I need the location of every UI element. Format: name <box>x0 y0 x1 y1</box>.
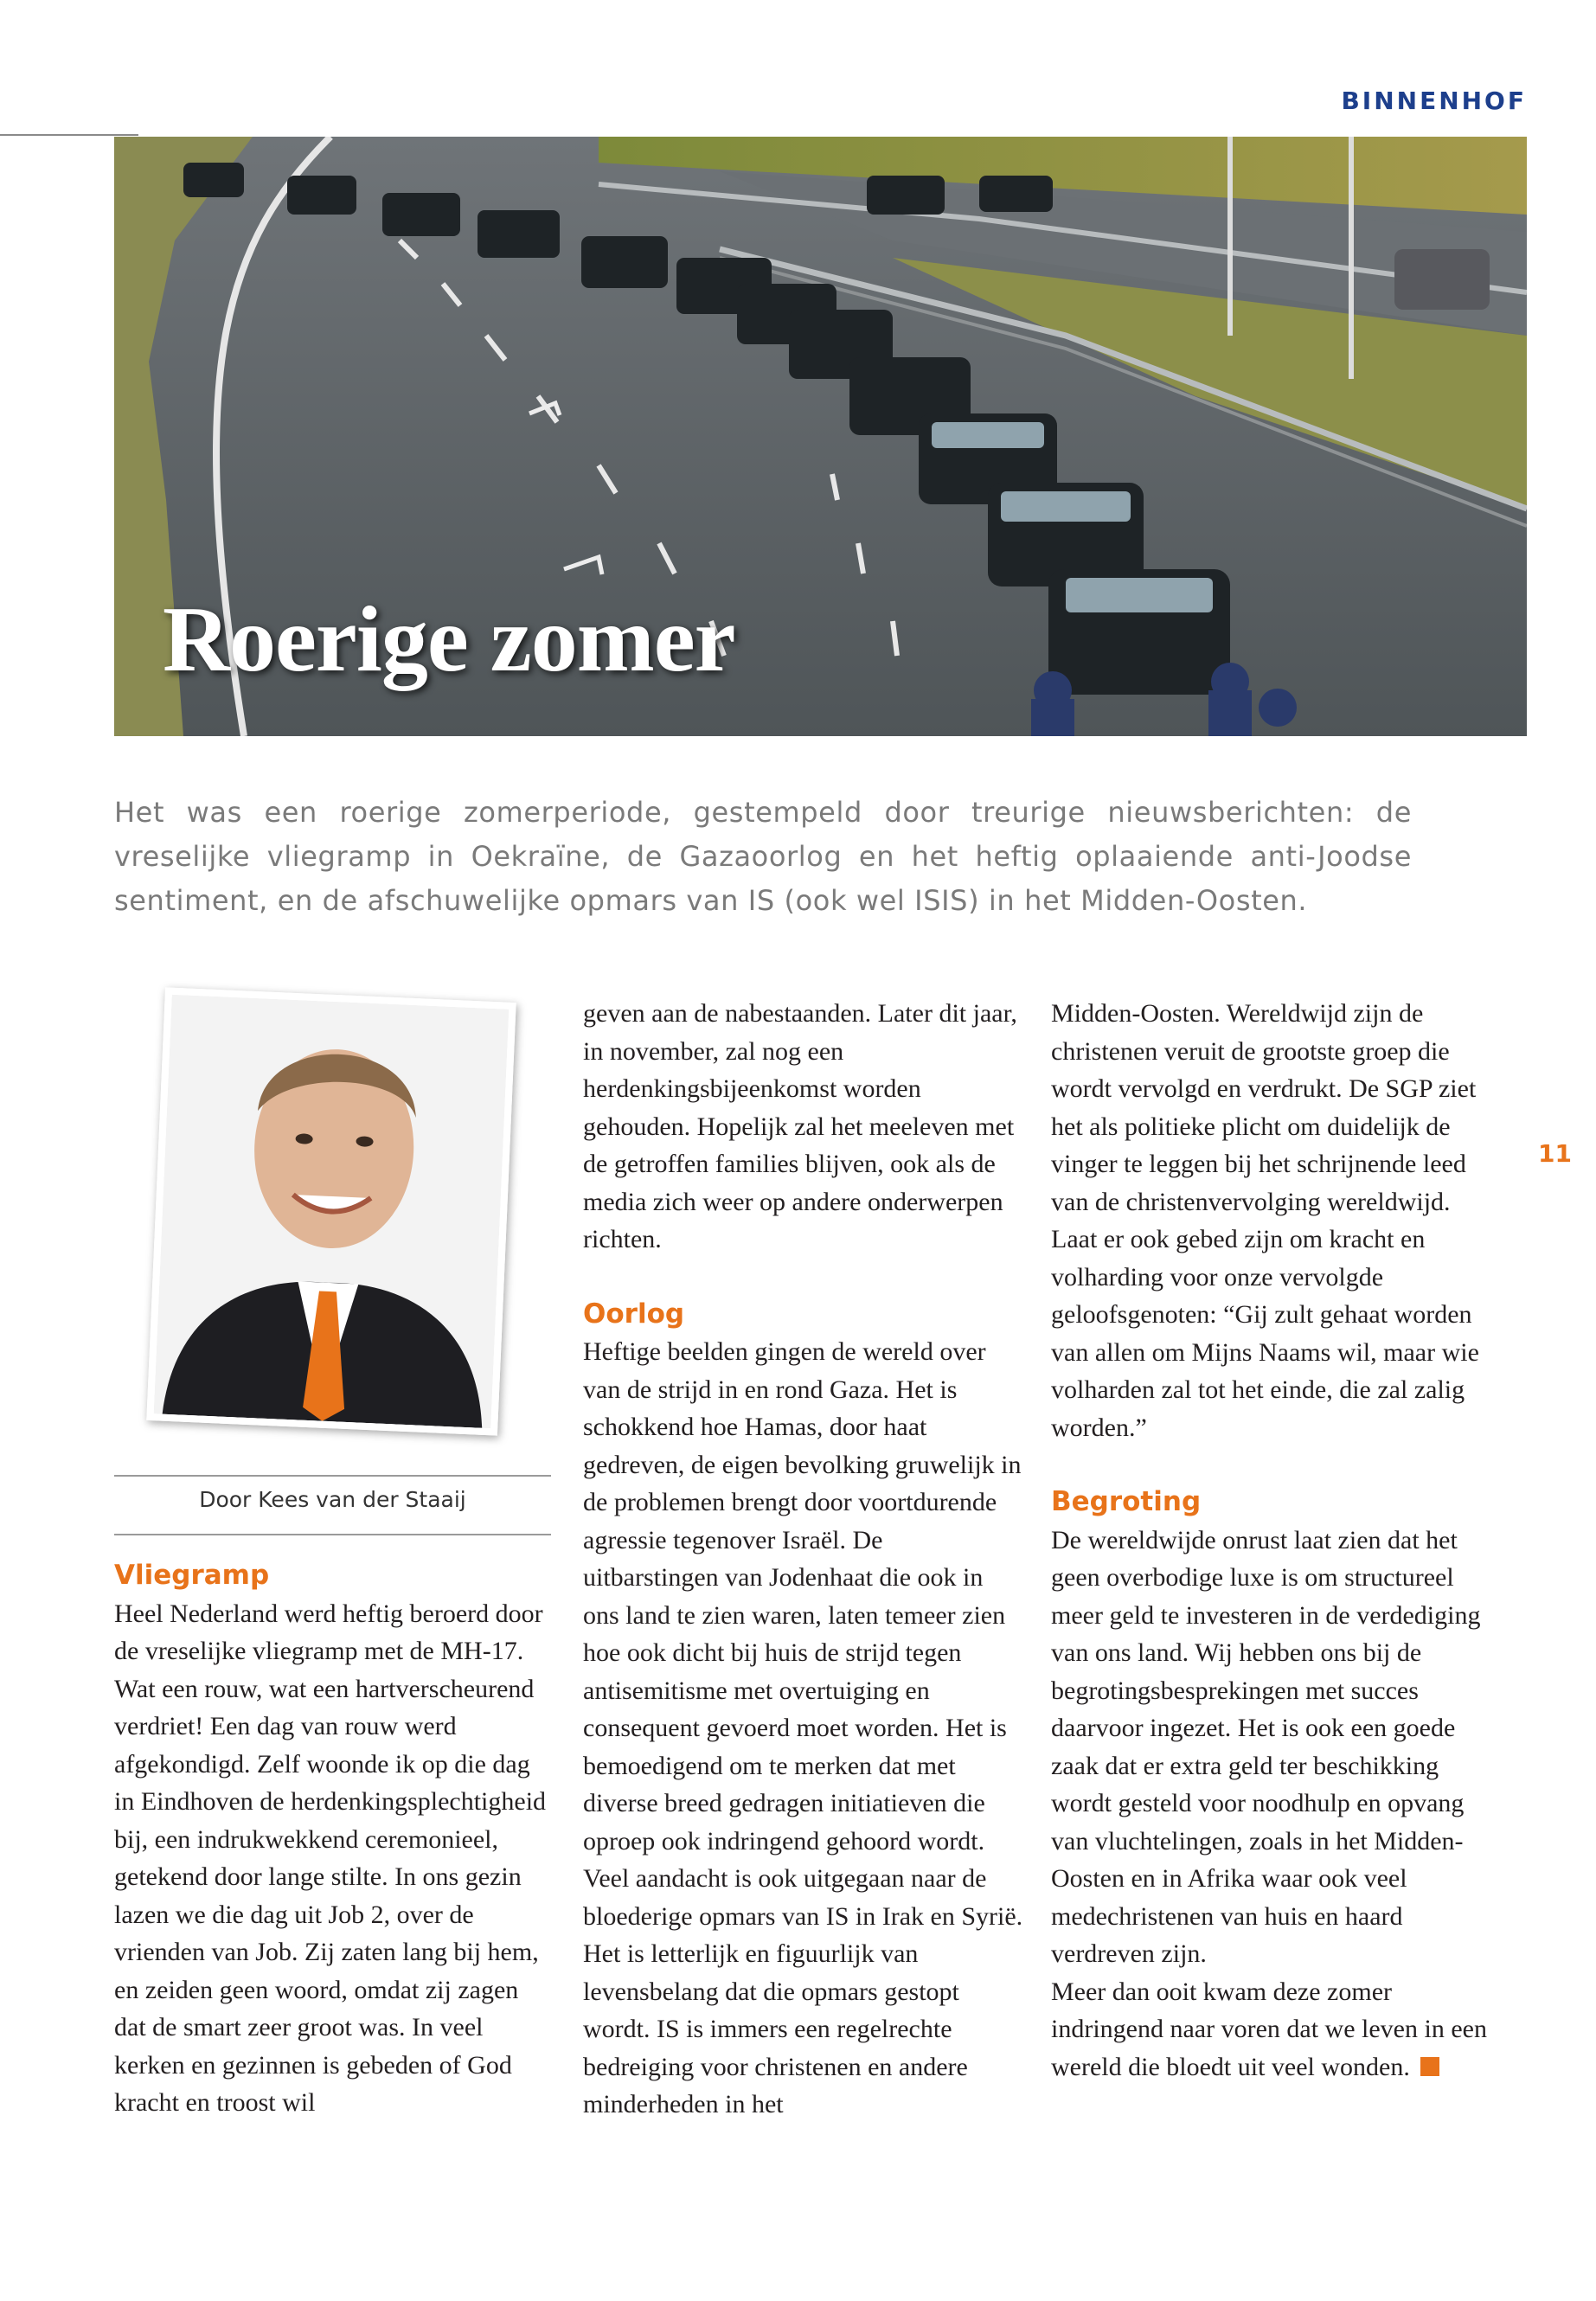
intro-paragraph: Het was een roerige zomerperiode, gestempeld door treurige nieuwsberichten: de vreselijke vliegramp in Oekraïne, de Gazaoorlog en het heftig oplaaiende anti-Joodse sentiment, en de afschuwelijke opmars van IS (ook wel ISIS) in het Midden-Oosten. <box>114 796 1412 917</box>
author-photo <box>154 995 510 1429</box>
subheading-vliegramp: Vliegramp <box>114 1560 270 1591</box>
article-title: Roerige zomer <box>163 588 735 691</box>
subheading-begroting: Begroting <box>1051 1486 1202 1517</box>
byline-box <box>114 1475 551 1535</box>
column-3 <box>1051 995 1492 2086</box>
page-number: 11 <box>1538 1139 1572 1168</box>
byline: Door Kees van der Staaij <box>199 1487 466 1512</box>
paragraph: Midden-Oosten. Wereldwijd zijn de christenen veruit de grootste groep die wordt vervolgd en verdrukt. De SGP ziet het als politieke plicht om duidelijk de vinger te leggen bij het schrijnende leed van de christenvervolging wereldwijd. Laat er ook gebed zijn om kracht en volharding voor onze vervolgde geloofsgenoten: “Gij zult gehaat worden van allen om Mijns Naams wil, maar wie volharden zal tot het einde, die zal zalig worden.” <box>1051 999 1479 1442</box>
paragraph: geven aan de nabestaanden. Later dit jaar, in november, zal nog een herdenkingsbijeenkomst worden gehouden. Hopelijk zal het meeleven met de getroffen families blijven, ook als de media zich weer op andere onderwerpen richten. <box>583 999 1017 1253</box>
column-2 <box>583 995 1024 2124</box>
end-of-article-mark <box>1420 2057 1439 2076</box>
subheading-oorlog: Oorlog <box>583 1298 685 1330</box>
paragraph: Heel Nederland werd heftig beroerd door de vreselijke vliegramp met de MH-17. Wat een rouw, wat een hartverscheurend verdriet! Een dag van rouw werd afgekondigd. Zelf woonde ik op die dag in Eindhoven de herdenkingsplechtigheid bij, een indrukwekkend ceremonieel, getekend door lange stilte. In ons gezin lazen we die dag uit Job 2, over de vrienden van Job. Zij zaten lang bij hem, en zeiden geen woord, omdat zij zagen dat de smart zeer groot was. In veel kerken en gezinnen is gebeden of God kracht en troost wil <box>114 1599 547 2117</box>
author-portrait <box>146 987 516 1435</box>
paragraph-final <box>1051 1973 1492 2086</box>
paragraph: De wereldwijde onrust laat zien dat het geen overbodige luxe is om structureel meer geld te investeren in de verdediging van ons land. Wij hebben ons bij de begrotingsbesprekingen met succes daarvoor ingezet. Het is ook een goede zaak dat er extra geld ter beschikking wordt gesteld voor noodhulp en opvang van vluchtelingen, zoals in het Midden-Oosten en in Afrika waar ook veel medechristenen van huis en haard verdreven zijn. <box>1051 1525 1481 1968</box>
header-rule <box>0 134 138 136</box>
paragraph: Heftige beelden gingen de wereld over van de strijd in en rond Gaza. Het is schokkend hoe Hamas, door haat gedreven, de eigen bevolking gruwelijk in de problemen brengt door voortdurende agressie tegenover Israël. De uitbarstingen van Jodenhaat die ook in ons land te zien waren, laten temeer zien hoe ook dicht bij huis de strijd tegen antisemitisme met overtuiging en consequent gevoerd moet worden. Het is bemoedigend om te merken dat met diverse breed gedragen initiatieven die oproep ook indringend gehoord wordt. <box>583 1337 1022 1856</box>
section-label: BINNENHOF <box>1341 87 1527 115</box>
paragraph: Veel aandacht is ook uitgegaan naar de bloederige opmars van IS in Irak en Syrië. Het is letterlijk en figuurlijk van levensbelang dat die opmars gestopt wordt. IS is immers een regelrechte bedreiging voor christenen en andere minderheden in het <box>583 1864 1023 2118</box>
final-text: Meer dan ooit kwam deze zomer indringend naar voren dat we leven in een wereld die bloedt uit veel wonden. <box>1051 1977 1487 2081</box>
hero-image <box>114 137 1527 736</box>
column-1 <box>114 1557 551 2122</box>
